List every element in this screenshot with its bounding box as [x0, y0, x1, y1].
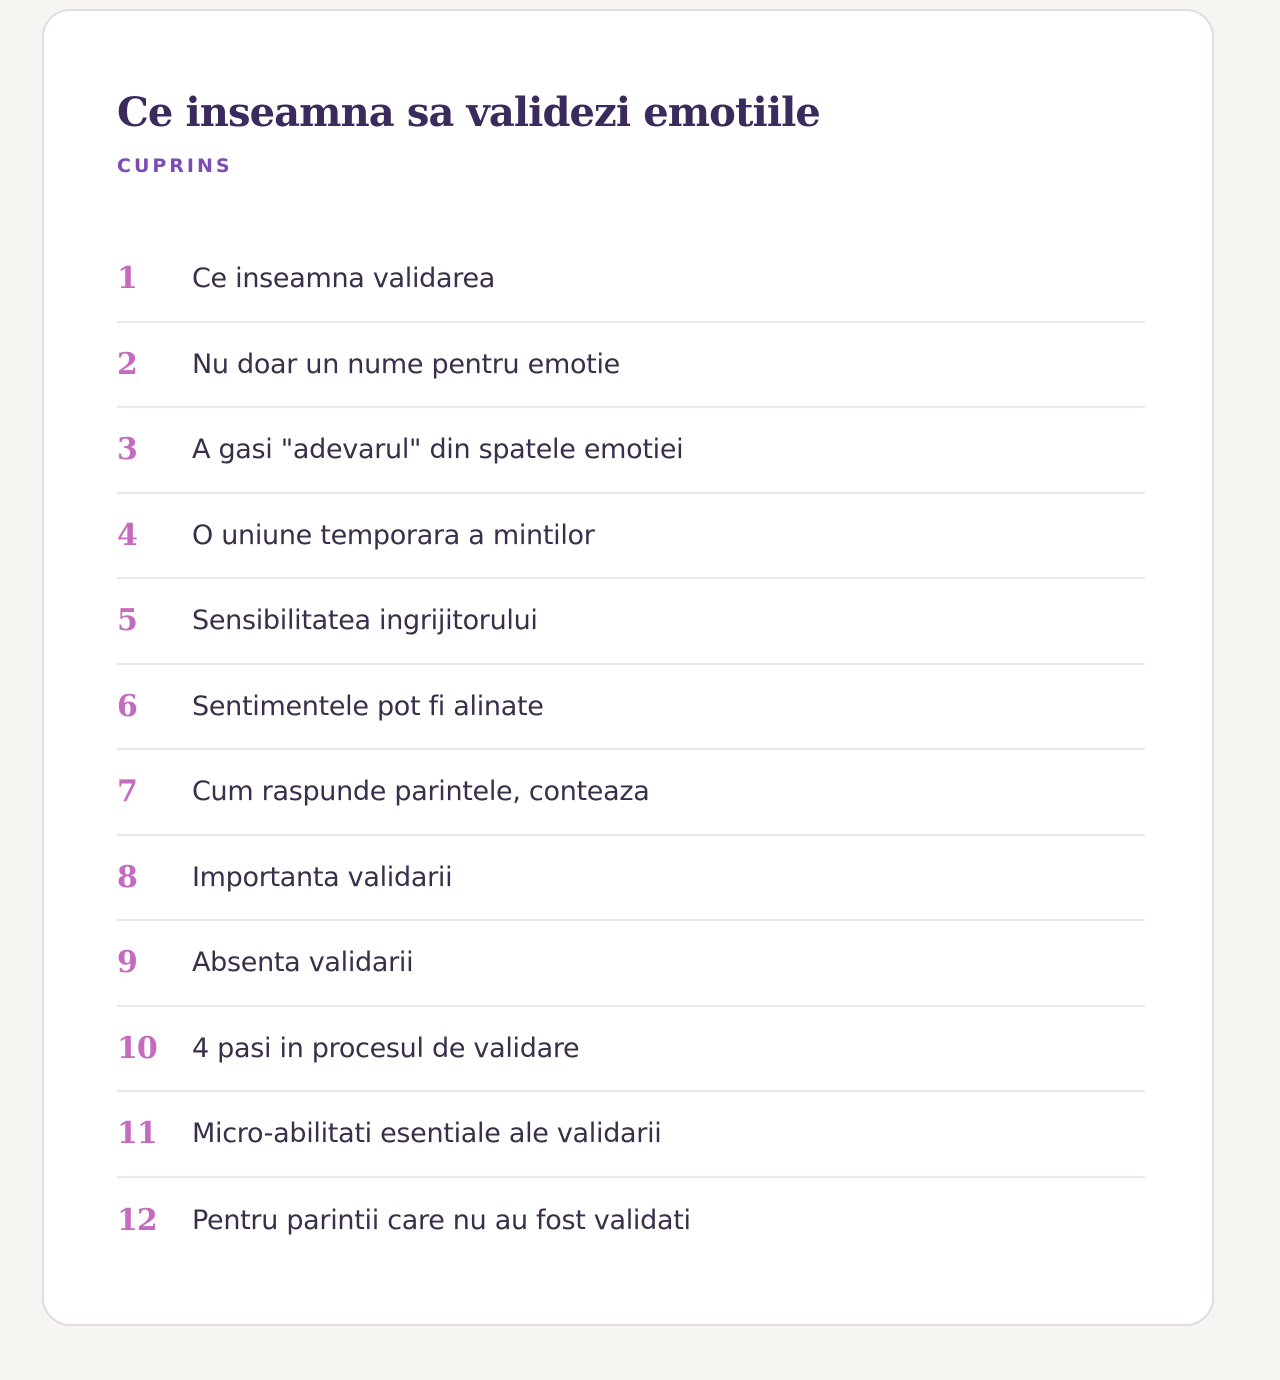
toc-item-10[interactable]: [117, 1007, 1145, 1093]
toc-item-link[interactable]: A gasi "adevarul" din spatele emotiei: [192, 434, 684, 466]
toc-item-number: 9: [117, 945, 137, 981]
toc-item-link[interactable]: Sentimentele pot fi alinate: [192, 690, 544, 722]
toc-item-number: 12: [117, 1202, 157, 1238]
toc-item-link[interactable]: 4 pasi in procesul de validare: [192, 1032, 580, 1064]
toc-item-link[interactable]: Nu doar un nume pentru emotie: [192, 348, 620, 380]
toc-item-link[interactable]: Pentru parintii care nu au fost validati: [192, 1204, 691, 1236]
toc-item-number: 5: [117, 603, 137, 639]
toc-heading: CUPRINS: [117, 155, 233, 177]
toc-item-number: 10: [117, 1030, 157, 1066]
toc-item-link[interactable]: Micro-abilitati esentiale ale validarii: [192, 1118, 662, 1150]
toc-item-3[interactable]: [117, 408, 1145, 494]
toc-item-number: 4: [117, 517, 137, 553]
toc-item-link[interactable]: O uniune temporara a mintilor: [192, 519, 595, 551]
toc-item-link[interactable]: Cum raspunde parintele, conteaza: [192, 776, 650, 808]
toc-item-7[interactable]: [117, 750, 1145, 836]
toc-item-6[interactable]: [117, 665, 1145, 751]
toc-item-11[interactable]: [117, 1092, 1145, 1178]
toc-item-link[interactable]: Ce inseamna validarea: [192, 263, 496, 295]
toc-item-link[interactable]: Sensibilitatea ingrijitorului: [192, 605, 538, 637]
toc-item-9[interactable]: [117, 921, 1145, 1007]
toc-item-5[interactable]: [117, 579, 1145, 665]
toc-item-1[interactable]: [117, 237, 1145, 323]
toc-item-number: 11: [117, 1116, 157, 1152]
toc-item-4[interactable]: [117, 494, 1145, 580]
toc-item-number: 1: [117, 261, 137, 297]
toc-item-number: 3: [117, 432, 137, 468]
table-of-contents-card: [42, 9, 1214, 1326]
toc-item-number: 8: [117, 859, 137, 895]
toc-item-number: 7: [117, 774, 137, 810]
toc-item-link[interactable]: Importanta validarii: [192, 861, 453, 893]
toc-item-12[interactable]: [117, 1178, 1145, 1264]
toc-item-number: 2: [117, 346, 137, 382]
toc-item-number: 6: [117, 688, 137, 724]
page-title: Ce inseamna sa validezi emotiile: [117, 89, 820, 136]
toc-item-2[interactable]: [117, 323, 1145, 409]
toc-list: [117, 237, 1145, 1263]
toc-item-8[interactable]: [117, 836, 1145, 922]
toc-item-link[interactable]: Absenta validarii: [192, 947, 414, 979]
